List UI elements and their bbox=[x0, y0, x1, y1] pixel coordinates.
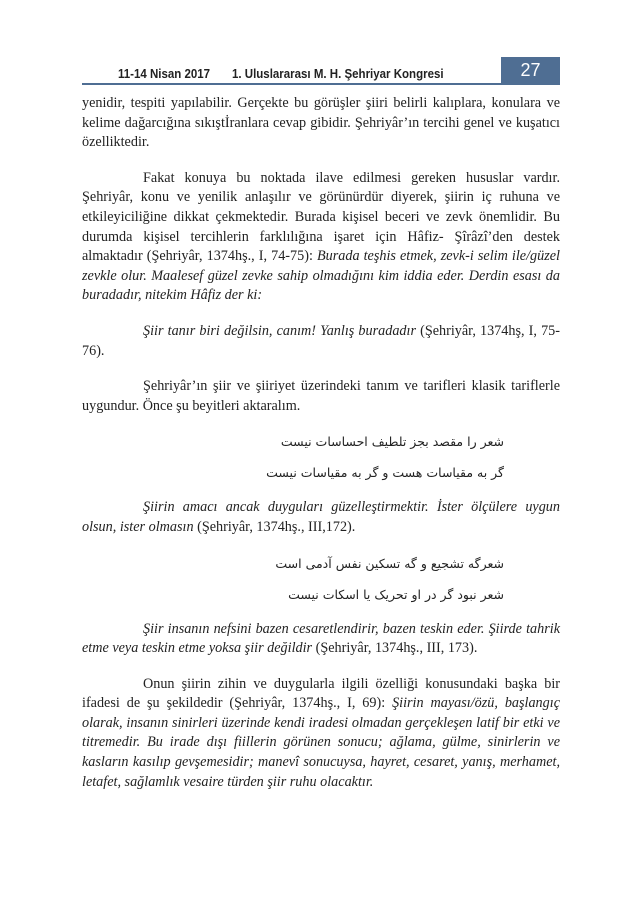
paragraph-2-text: Fakat konuya bu noktada ilave edilmesi gereken hususlar vardır. Şehriyâr, konu ve yenilik anlaşılır ve görünürdür diyerek, şiirin iç ruhuna ve etkileyiciliğine dikkat çekmektedir. Burada kişisel beceri ve zevk önemlidir. Bu durumda kişisel tercihlerin farklılığına işaret için Hâfiz- Şîrâzî’den destek almaktadır (Şehriyâr, 1374hş., I, 74-75): bbox=[82, 169, 560, 265]
paragraph-2 bbox=[82, 169, 560, 306]
header-title: 1. Uluslararası M. H. Şehriyar Kongresi bbox=[232, 67, 444, 81]
paragraph-7-text: Onun şiirin zihin ve duygularla ilgili özelliği konusundaki başka bir ifadesi de şu şekildedir (Şehriyâr, 1374hş., I, 69): bbox=[82, 675, 560, 712]
paragraph-2-quote: Burada teşhis etmek, zevk-i selim ile/güzel zevkle olur. Maalesef güzel zevke sahip olmadığını kim iddia eder. Derdin esası da buradadır, nitekim Hâfiz der ki: bbox=[82, 248, 560, 304]
persian-verse-1-line-2: گر به مقیاسات هست و گر به مقیاسات نیست bbox=[266, 465, 504, 481]
paragraph-3 bbox=[82, 322, 560, 361]
persian-verse-2-line-2: شعر نبود گر در او تحریک یا اسکات نیست bbox=[288, 586, 504, 602]
paragraph-6-citation: (Şehriyâr, 1374hş., III, 173). bbox=[312, 640, 478, 657]
paragraph-6 bbox=[82, 620, 560, 659]
paragraph-3-citation: (Şehriyâr, 1374hş, I, 75-76). bbox=[82, 322, 560, 359]
persian-verse-1-line-1: شعر را مقصد بجز تلطیف احساسات نیست bbox=[280, 434, 504, 450]
page-number: 27 bbox=[501, 57, 560, 83]
paragraph-5 bbox=[82, 498, 560, 537]
paragraph-4: Şehriyâr’ın şiir ve şiiriyet üzerindeki tanım ve tarifleri klasik tariflerle uygundur. Önce şu beyitleri aktaralım. bbox=[82, 378, 560, 414]
paragraph-6-quote: Şiir insanın nefsini bazen cesaretlendirir, bazen teskin eder. Şiirde tahrik etme veya teskin etme yoksa şiir değildir bbox=[82, 620, 560, 657]
page-header bbox=[82, 57, 560, 85]
paragraph-5-citation: (Şehriyâr, 1374hş., III,172). bbox=[193, 518, 356, 535]
paragraph-3-quote: Şiir tanır biri değilsin, canım! Yanlış buradadır bbox=[143, 322, 416, 339]
paragraph-5-quote: Şiirin amacı ancak duyguları güzelleştirmektir. İster ölçülere uygun olsun, ister olmasın bbox=[82, 499, 560, 535]
header-date: 11-14 Nisan 2017 bbox=[118, 67, 211, 81]
paragraph-7-quote: Şiirin mayası/özü, başlangıç olarak, insanın sinirleri üzerinde kendi iradesi olmadan gerçekleşen latif bir etki ve titremedir. Bu irade dışı fiillerin görünen sonucu; ağlama, gülme, sinirlerin ve kasların kasılıp gevşemesidir; manevî sonucuysa, hayret, cesaret, yanış, merhamet, letafet, sağlamlık vesaire türden şiir ruhu olacaktır. bbox=[82, 695, 560, 790]
page-body bbox=[82, 94, 560, 792]
persian-verse-2-line-1: شعرگه تشجیع و گه تسکین نفس آدمی است bbox=[275, 555, 504, 571]
paragraph-1: yenidir, tespiti yapılabilir. Gerçekte bu görüşler şiiri belirli kalıplara, konulara ve kelime dağarcığına sıkıştİranlara cevap gibidir. Şehriyâr’ın tercihi genel ve kuşatıcı özelliktedir. bbox=[82, 95, 560, 151]
paragraph-7 bbox=[82, 675, 560, 793]
